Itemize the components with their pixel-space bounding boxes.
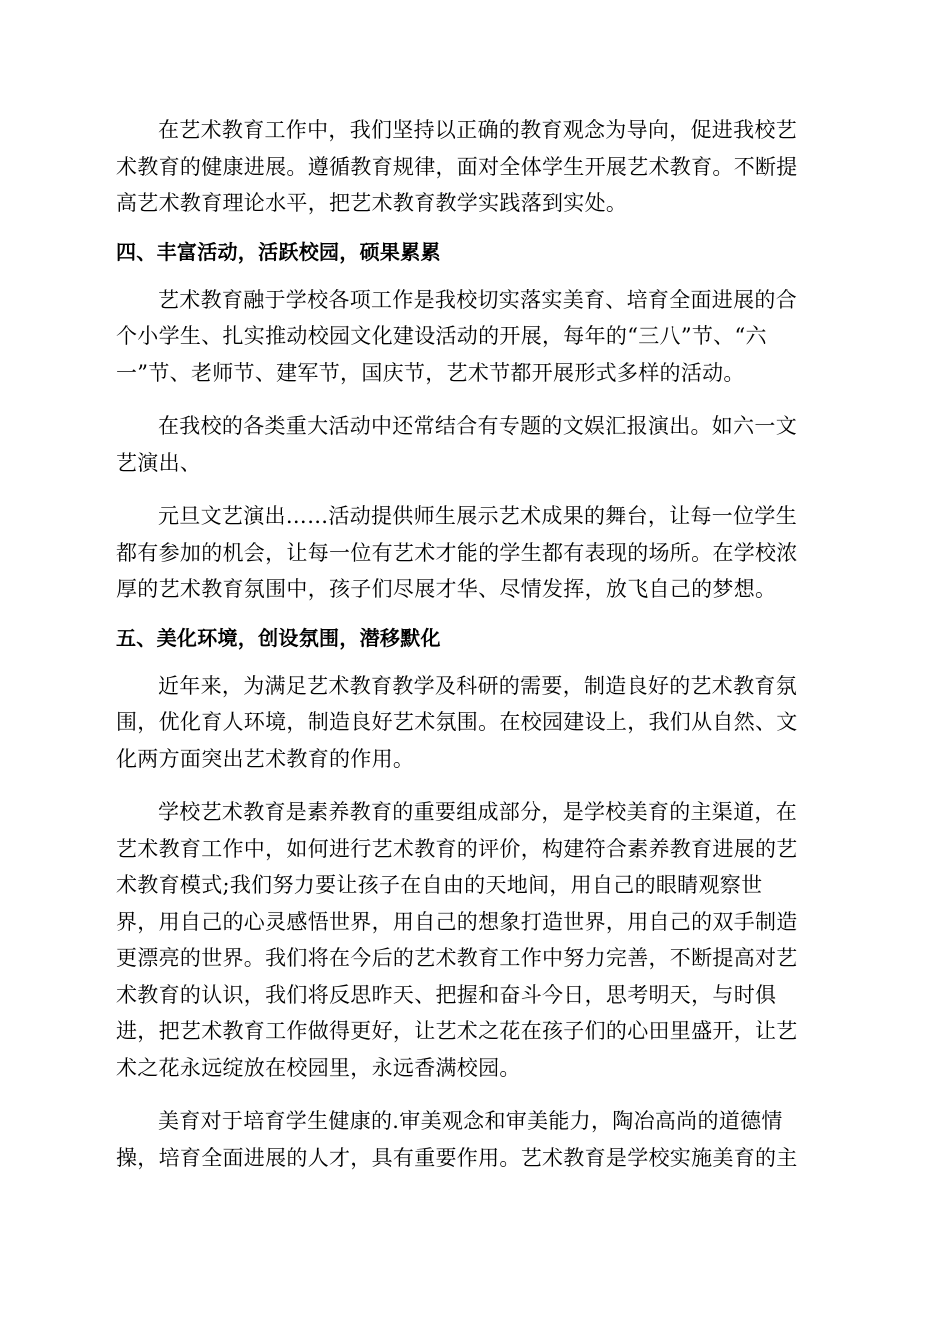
paragraph-line: 个小学生、扎实推动校园文化建设活动的开展，每年的“三八”节、“六 (116, 324, 767, 348)
paragraph-4 (116, 498, 831, 608)
paragraph-line: 术教育的认识，我们将反思昨天、把握和奋斗今日，思考明天，与时俱 (116, 982, 777, 1007)
paragraph-line: 术之花永远绽放在校园里，永远香满校园。 (116, 1055, 521, 1080)
paragraph-line: 在我校的各类重大活动中还常结合有专题的文娱汇报演出。如六一文 (158, 414, 797, 438)
paragraph-line: 化两方面突出艺术教育的作用。 (116, 746, 415, 771)
paragraph-1 (116, 112, 831, 222)
paragraph-line: 艺演出、 (116, 450, 202, 475)
paragraph-line: 都有参加的机会，让每一位有艺术才能的学生都有表现的场所。在学校浓 (116, 540, 798, 565)
paragraph-line: 厚的艺术教育氛围中，孩子们尽展才华、尽情发挥，放飞自己的梦想。 (116, 577, 777, 601)
paragraph-line: 在艺术教育工作中，我们坚持以正确的教育观念为导向，促进我校艺 (158, 118, 797, 142)
document-page (116, 112, 831, 1176)
paragraph-line: 术教育的健康进展。遵循教育规律，面对全体学生开展艺术教育。不断提 (116, 154, 798, 179)
paragraph-6 (116, 794, 831, 1086)
paragraph-line: 术教育模式;我们努力要让孩子在自由的天地间，用自己的眼睛观察世 (116, 873, 763, 897)
paragraph-line: 更漂亮的世界。我们将在今后的艺术教育工作中努力完善，不断提高对艺 (116, 946, 798, 970)
paragraph-line: 美育对于培育学生健康的.审美观念和审美能力，陶冶高尚的道德情 (158, 1109, 783, 1133)
paragraph-2 (116, 282, 831, 392)
section-heading-4: 四、丰富活动，活跃校园，硕果累累 (116, 239, 441, 264)
paragraph-line: 操，培育全面进展的人才，具有重要作用。艺术教育是学校实施美育的主 (116, 1145, 798, 1170)
paragraph-3 (116, 408, 831, 481)
paragraph-line: 围，优化育人环境，制造良好艺术氛围。在校园建设上，我们从自然、文 (116, 710, 798, 734)
paragraph-line: 界，用自己的心灵感悟世界，用自己的想象打造世界，用自己的双手制造 (116, 909, 798, 934)
paragraph-line: 元旦文艺演出……活动提供师生展示艺术成果的舞台，让每一位学生 (158, 504, 797, 528)
paragraph-line: 进，把艺术教育工作做得更好，让艺术之花在孩子们的心田里盛开，让艺 (116, 1019, 798, 1043)
paragraph-line: 艺术教育工作中，如何进行艺术教育的评价，构建符合素养教育进展的艺 (116, 836, 798, 861)
paragraph-line: 高艺术教育理论水平，把艺术教育教学实践落到实处。 (116, 191, 628, 215)
paragraph-line: 艺术教育融于学校各项工作是我校切实落实美育、培育全面进展的合 (158, 287, 797, 312)
section-heading-5: 五、美化环境，创设氛围，潜移默化 (116, 625, 441, 650)
paragraph-line: 一”节、老师节、建军节，国庆节，艺术节都开展形式多样的活动。 (116, 360, 745, 385)
paragraph-line: 学校艺术教育是素养教育的重要组成部分，是学校美育的主渠道，在 (158, 800, 797, 824)
paragraph-line: 近年来，为满足艺术教育教学及科研的需要，制造良好的艺术教育氛 (158, 673, 797, 698)
paragraph-7 (116, 1103, 831, 1176)
paragraph-5 (116, 668, 831, 778)
